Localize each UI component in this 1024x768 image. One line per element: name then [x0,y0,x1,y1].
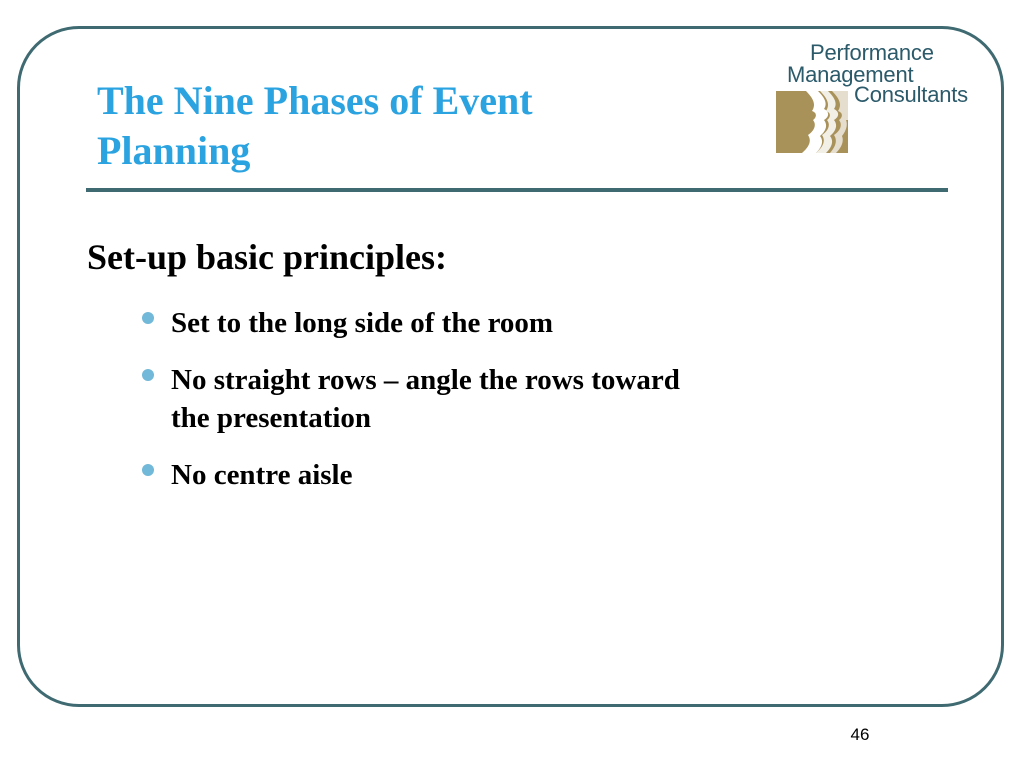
section-heading: Set-up basic principles: [87,237,448,277]
logo-line-management: Management [787,62,914,87]
bullet-list [140,304,760,513]
bullet-item [140,456,760,494]
page-number: 46 [850,725,870,744]
logo-line-performance: Performance [810,40,934,65]
slide-title [97,76,657,176]
title-divider [86,188,948,192]
bullet-dot-icon [142,464,154,476]
bullet-item [140,304,760,342]
bullet-text: No centre aisle [171,459,353,491]
slide-title-line-2: Planning [97,128,251,173]
bullet-text: No straight rows – angle the rows toward the presentation [171,364,680,434]
bullet-dot-icon [142,369,154,381]
logo-line-consultants: Consultants [854,82,968,107]
bullet-item [140,361,760,437]
bullet-text: Set to the long side of the room [171,307,554,339]
slide-title-line-1: The Nine Phases of Event [97,78,533,123]
company-logo [776,42,986,157]
faces-profile-logo-icon [776,91,848,153]
bullet-dot-icon [142,312,154,324]
